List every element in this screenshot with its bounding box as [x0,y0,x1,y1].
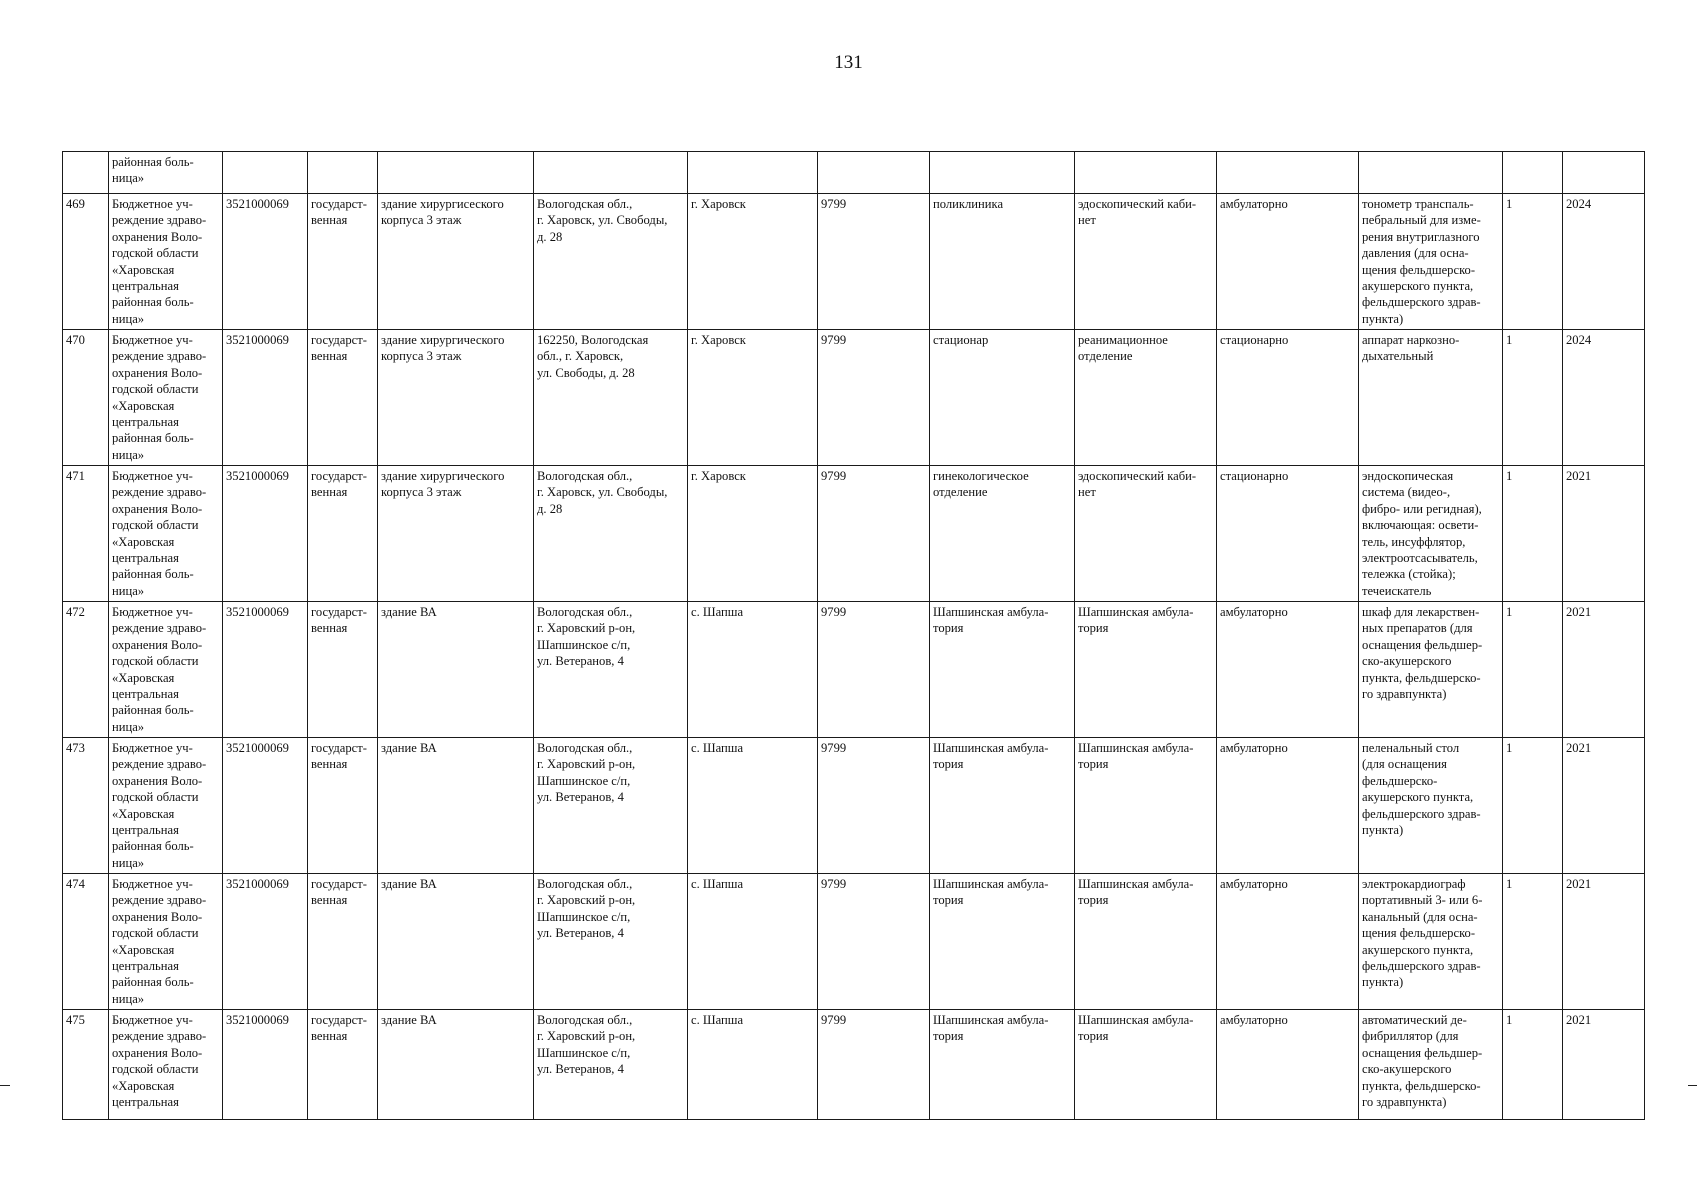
cell-mode: амбулаторно [1217,602,1359,738]
cell-code: 3521000069 [223,194,308,330]
cell-equipment: аппарат наркозно- дыхательный [1359,330,1503,466]
cell-code [223,152,308,194]
cell-code2 [818,152,930,194]
cell-building: здание хирургического корпуса 3 этаж [378,466,534,602]
cell-unit: поликлиника [930,194,1075,330]
cell-num: 475 [63,1010,109,1120]
cell-code2: 9799 [818,1010,930,1120]
cell-locality: г. Харовск [688,330,818,466]
cell-unit: Шапшинская амбула- тория [930,874,1075,1010]
cell-equipment: шкаф для лекарствен- ных препаратов (для оснащения фельдшер- ско-акушерского пункта, фельдшерско- го здравпункта) [1359,602,1503,738]
cell-locality: с. Шапша [688,738,818,874]
cell-code: 3521000069 [223,1010,308,1120]
cell-ownership: государст- венная [308,874,378,1010]
cell-unit [930,152,1075,194]
cell-year: 2021 [1563,602,1645,738]
cell-institution-name: Бюджетное уч- реждение здраво- охранения Воло- годской области «Харовская центральная районная боль- ница» [109,874,223,1010]
cell-year: 2024 [1563,330,1645,466]
cell-department: реанимационное отделение [1075,330,1217,466]
cell-code2: 9799 [818,330,930,466]
cell-locality: г. Харовск [688,194,818,330]
cell-year: 2021 [1563,874,1645,1010]
cell-building: здание ВА [378,1010,534,1120]
cell-institution-name: Бюджетное уч- реждение здраво- охранения Воло- годской области «Харовская центральная [109,1010,223,1120]
table-row [63,466,1645,602]
cell-year [1563,152,1645,194]
cell-num: 470 [63,330,109,466]
cell-address [534,152,688,194]
table-row [63,602,1645,738]
cell-quantity [1503,152,1563,194]
cell-code: 3521000069 [223,466,308,602]
continuation-row [63,152,1645,194]
cell-quantity: 1 [1503,1010,1563,1120]
cell-num [63,152,109,194]
table-row [63,874,1645,1010]
cell-code2: 9799 [818,194,930,330]
cell-ownership: государст- венная [308,602,378,738]
cell-code: 3521000069 [223,330,308,466]
cell-code: 3521000069 [223,874,308,1010]
cell-ownership: государст- венная [308,194,378,330]
cell-department: эдоскопический каби- нет [1075,466,1217,602]
cell-equipment [1359,152,1503,194]
cell-institution-name: Бюджетное уч- реждение здраво- охранения Воло- годской области «Харовская центральная районная боль- ница» [109,330,223,466]
cell-quantity: 1 [1503,330,1563,466]
cell-building [378,152,534,194]
cell-equipment: эндоскопическая система (видео-, фибро- или регидная), включающая: освети- тель, инсуффлятор, электроотсасыватель, тележка (стойка); течеискатель [1359,466,1503,602]
cell-department: Шапшинская амбула- тория [1075,1010,1217,1120]
cell-locality: с. Шапша [688,602,818,738]
cell-locality [688,152,818,194]
cell-building: здание хирургисеского корпуса 3 этаж [378,194,534,330]
cell-address: 162250, Вологодская обл., г. Харовск, ул. Свободы, д. 28 [534,330,688,466]
cell-mode: амбулаторно [1217,874,1359,1010]
cell-num: 472 [63,602,109,738]
cell-institution-name: районная боль- ница» [109,152,223,194]
cell-locality: с. Шапша [688,874,818,1010]
cell-ownership [308,152,378,194]
cell-year: 2021 [1563,466,1645,602]
cell-quantity: 1 [1503,194,1563,330]
cell-code2: 9799 [818,738,930,874]
cell-mode: амбулаторно [1217,1010,1359,1120]
cell-institution-name: Бюджетное уч- реждение здраво- охранения Воло- годской области «Харовская центральная районная боль- ница» [109,602,223,738]
cell-mode [1217,152,1359,194]
cell-num: 473 [63,738,109,874]
cell-address: Вологодская обл., г. Харовский р-он, Шапшинское с/п, ул. Ветеранов, 4 [534,738,688,874]
cell-ownership: государст- венная [308,738,378,874]
table-row [63,1010,1645,1120]
cell-mode: стационарно [1217,330,1359,466]
cell-building: здание ВА [378,602,534,738]
cell-department: Шапшинская амбула- тория [1075,874,1217,1010]
cell-institution-name: Бюджетное уч- реждение здраво- охранения Воло- годской области «Харовская центральная районная боль- ница» [109,466,223,602]
cell-department: Шапшинская амбула- тория [1075,738,1217,874]
cell-building: здание хирургического корпуса 3 этаж [378,330,534,466]
cell-building: здание ВА [378,738,534,874]
cell-locality: г. Харовск [688,466,818,602]
cell-unit: стационар [930,330,1075,466]
table-row [63,738,1645,874]
cell-code: 3521000069 [223,738,308,874]
cell-quantity: 1 [1503,602,1563,738]
cell-unit: гинекологическое отделение [930,466,1075,602]
cell-quantity: 1 [1503,466,1563,602]
page-number: 131 [834,52,863,73]
cell-code2: 9799 [818,602,930,738]
cell-equipment: пеленальный стол (для оснащения фельдшерско- акушерского пункта, фельдшерского здрав- пункта) [1359,738,1503,874]
cell-address: Вологодская обл., г. Харовский р-он, Шапшинское с/п, ул. Ветеранов, 4 [534,874,688,1010]
cell-ownership: государст- венная [308,1010,378,1120]
cell-mode: стационарно [1217,466,1359,602]
cell-mode: амбулаторно [1217,194,1359,330]
cell-quantity: 1 [1503,874,1563,1010]
cell-year: 2024 [1563,194,1645,330]
cell-address: Вологодская обл., г. Харовский р-он, Шапшинское с/п, ул. Ветеранов, 4 [534,1010,688,1120]
cell-num: 474 [63,874,109,1010]
cell-ownership: государст- венная [308,330,378,466]
cell-unit: Шапшинская амбула- тория [930,1010,1075,1120]
right-margin-mark [1688,1085,1697,1086]
cell-num: 469 [63,194,109,330]
cell-num: 471 [63,466,109,602]
cell-department: эдоскопический каби- нет [1075,194,1217,330]
cell-mode: амбулаторно [1217,738,1359,874]
cell-code: 3521000069 [223,602,308,738]
cell-department: Шапшинская амбула- тория [1075,602,1217,738]
cell-institution-name: Бюджетное уч- реждение здраво- охранения Воло- годской области «Харовская центральная районная боль- ница» [109,738,223,874]
table-row [63,330,1645,466]
cell-code2: 9799 [818,874,930,1010]
cell-address: Вологодская обл., г. Харовск, ул. Свободы, д. 28 [534,194,688,330]
table-row [63,194,1645,330]
cell-ownership: государст- венная [308,466,378,602]
cell-address: Вологодская обл., г. Харовск, ул. Свободы, д. 28 [534,466,688,602]
cell-year: 2021 [1563,1010,1645,1120]
left-margin-mark [0,1085,10,1086]
cell-unit: Шапшинская амбула- тория [930,738,1075,874]
cell-quantity: 1 [1503,738,1563,874]
registry-table [62,151,1645,1120]
cell-equipment: электрокардиограф портативный 3- или 6- канальный (для осна- щения фельдшерско- акушерского пункта, фельдшерского здрав- пункта) [1359,874,1503,1010]
cell-department [1075,152,1217,194]
table-body [63,152,1645,1120]
cell-building: здание ВА [378,874,534,1010]
cell-address: Вологодская обл., г. Харовский р-он, Шапшинское с/п, ул. Ветеранов, 4 [534,602,688,738]
cell-equipment: тонометр транспаль- пебральный для изме- рения внутриглазного давления (для осна- щения фельдшерско- акушерского пункта, фельдшерского здрав- пункта) [1359,194,1503,330]
cell-equipment: автоматический де- фибриллятор (для оснащения фельдшер- ско-акушерского пункта, фельдшерско- го здравпункта) [1359,1010,1503,1120]
cell-year: 2021 [1563,738,1645,874]
cell-institution-name: Бюджетное уч- реждение здраво- охранения Воло- годской области «Харовская центральная районная боль- ница» [109,194,223,330]
cell-locality: с. Шапша [688,1010,818,1120]
cell-code2: 9799 [818,466,930,602]
cell-unit: Шапшинская амбула- тория [930,602,1075,738]
